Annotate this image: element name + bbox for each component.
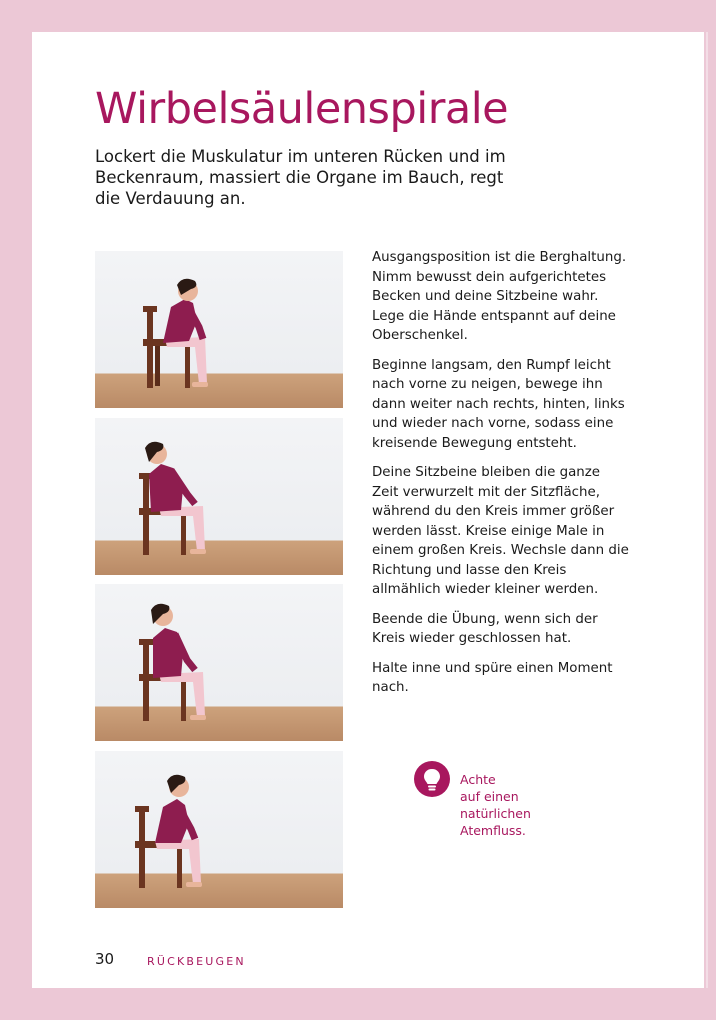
exercise-photo-4 (95, 751, 343, 908)
section-label: RÜCKBEUGEN (147, 955, 246, 968)
instruction-paragraph-3: Deine Sitzbeine bleiben die ganze Zeit verwurzelt mit der Sitzfläche, während du den Kreis immer größer werden lässt. Kreise einige Male in einem großen Kreis. Wechsle dann die Richtung und lasse den Kreis allmählich wieder kleiner werden. (372, 465, 629, 597)
exercise-photo-1 (95, 251, 343, 408)
instruction-paragraph-4: Beende die Übung, wenn sich der Kreis wieder geschlossen hat. (372, 611, 598, 646)
tip-text (460, 771, 570, 839)
page-number: 30 (95, 950, 115, 968)
page (32, 32, 704, 988)
instruction-paragraph-5: Halte inne und spüre einen Moment nach. (372, 660, 613, 695)
tip-line: Atemfluss. (460, 823, 526, 838)
tip-line: natürlichen (460, 806, 531, 821)
instructions (372, 248, 630, 708)
lightbulb-icon (414, 761, 450, 797)
page-title: Wirbelsäulenspirale (95, 84, 509, 134)
exercise-photo-3 (95, 584, 343, 741)
intro-text: Lockert die Muskulatur im unteren Rücken und im Beckenraum, massiert die Organe im Bauch, regt die Verdauung an. (95, 147, 506, 208)
tip-line: Achte (460, 772, 496, 787)
exercise-photo-2 (95, 418, 343, 575)
tip-line: auf einen (460, 789, 519, 804)
instruction-paragraph-2: Beginne langsam, den Rumpf leicht nach vorne zu neigen, bewege ihn dann weiter nach rechts, hinten, links und wieder nach vorne, sodass eine kreisende Bewegung entsteht. (372, 357, 625, 451)
page-edge (706, 32, 708, 988)
instruction-paragraph-1: Ausgangsposition ist die Berghaltung. Nimm bewusst dein aufgerichtetes Becken und deine Sitzbeine wahr. Lege die Hände entspannt auf deine Oberschenkel. (372, 250, 627, 343)
woman-on-chair-illustration (143, 279, 208, 388)
